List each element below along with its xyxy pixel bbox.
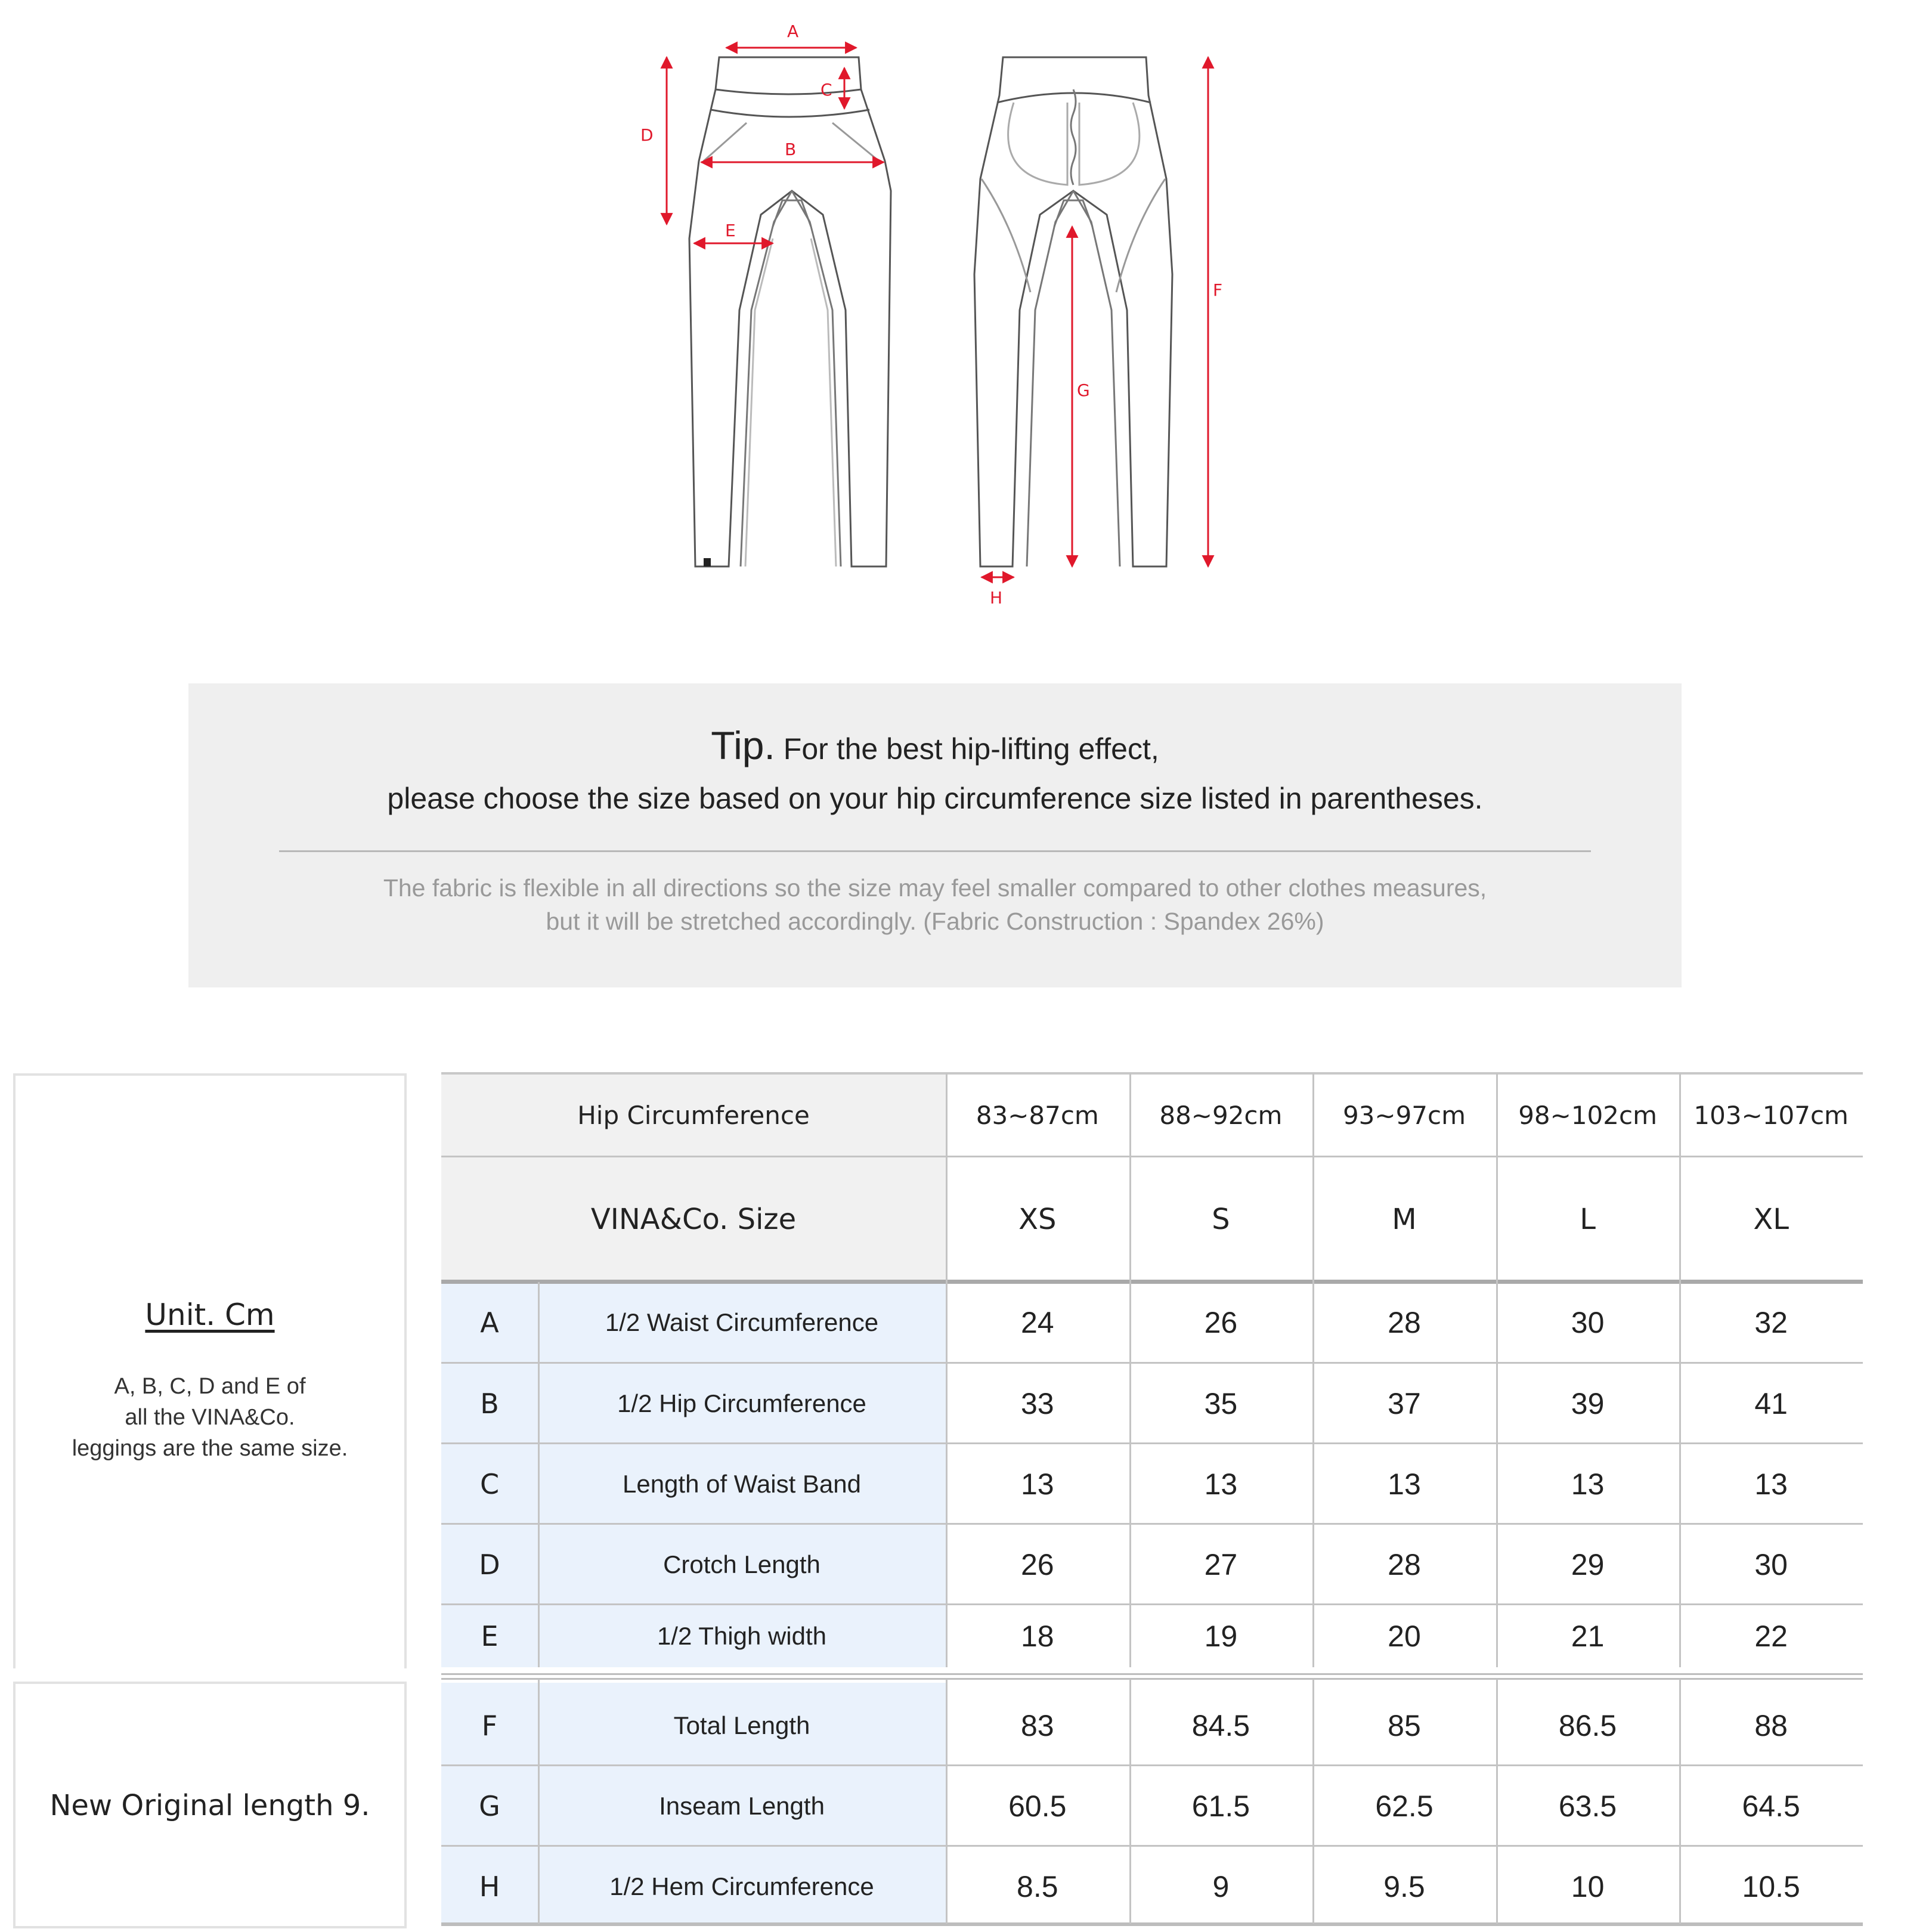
row-a-value-s: 26 [1204,1305,1238,1339]
row-label-f: Total Length [673,1711,810,1739]
hip-range-xs: 83~87cm [976,1100,1099,1130]
tip-note-line2: but it will be stretched accordingly. (Fabric Construction : Spandex 26%) [546,908,1324,935]
tip-line1: For the best hip-lifting effect, [783,732,1159,766]
row-h-value-s: 9 [1212,1869,1230,1903]
row-c-value-m: 13 [1388,1467,1421,1501]
row-h-value-xl: 10.5 [1742,1869,1800,1903]
row-h-value-l: 10 [1571,1869,1605,1903]
hip-circumference-header: Hip Circumference [577,1100,810,1130]
row-e-value-xl: 22 [1754,1619,1788,1653]
hip-range-l: 98~102cm [1518,1100,1657,1130]
hip-range-xl: 103~107cm [1693,1100,1849,1130]
length-panel [13,1682,407,1928]
row-d-value-s: 27 [1204,1547,1238,1581]
row-f-value-m: 85 [1388,1708,1421,1742]
hip-range-m: 93~97cm [1342,1100,1466,1130]
size-m: M [1392,1203,1417,1236]
leggings-measurement-diagram [0,0,1932,632]
row-letter-d: D [479,1548,500,1581]
tip-divider [279,850,1591,852]
row-letter-a: A [480,1306,499,1339]
table-top-rule [441,1072,1863,1075]
unit-title: Unit. Cm [145,1298,275,1332]
row-d-value-xs: 26 [1020,1547,1054,1581]
dim-label-g: G [1077,380,1090,400]
row-d-value-xl: 30 [1754,1547,1788,1581]
row-f-value-s: 84.5 [1191,1708,1250,1742]
row-g-value-xs: 60.5 [1008,1789,1067,1823]
row-b-value-l: 39 [1571,1386,1605,1420]
row-letter-c: C [479,1467,500,1500]
row-c-value-xs: 13 [1020,1467,1054,1501]
tip-title: Tip. [711,723,775,767]
row-label-a: 1/2 Waist Circumference [605,1308,879,1336]
row-letter-e: E [481,1620,499,1652]
row-f-value-xs: 83 [1020,1708,1054,1742]
row-g-value-xl: 64.5 [1742,1789,1800,1823]
front-leggings-drawing [689,57,891,566]
size-l: L [1580,1203,1596,1236]
length-label: New Original length 9. [49,1789,370,1822]
table-bottom-rule [441,1922,1863,1926]
back-leggings-drawing [974,57,1172,566]
row-h-value-m: 9.5 [1383,1869,1425,1903]
row-label-c: Length of Waist Band [622,1469,862,1498]
table-rule-lower-row-1 [441,1845,1863,1847]
row-label-e: 1/2 Thigh width [657,1621,827,1650]
table-vrule-col-4-upper [1679,1073,1681,1667]
table-vrule-col-1-lower [1129,1679,1131,1924]
row-label-b: 1/2 Hip Circumference [617,1389,866,1417]
row-e-value-l: 21 [1571,1619,1605,1653]
table-rule-row-0 [441,1362,1863,1364]
table-rule-block-gap-b [441,1678,1863,1680]
row-c-value-xl: 13 [1754,1467,1788,1501]
row-letter-g: G [479,1789,500,1822]
row-h-value-xs: 8.5 [1017,1869,1058,1903]
table-vrule-col-1-upper [1129,1073,1131,1667]
row-f-value-xl: 88 [1754,1708,1788,1742]
tip-headline [188,723,1682,768]
row-g-value-m: 62.5 [1375,1789,1433,1823]
table-vrule-col-3-upper [1496,1073,1498,1667]
table-rule-hip [441,1156,1863,1157]
tip-note-line1: The fabric is flexible in all directions so the size may feel smaller compared to other clothes measures, [383,874,1487,902]
dim-label-f: F [1213,280,1223,300]
size-header: VINA&Co. Size [590,1203,797,1236]
row-f-value-l: 86.5 [1558,1708,1617,1742]
hip-range-s: 88~92cm [1159,1100,1283,1130]
size-xl: XL [1753,1203,1789,1236]
table-vrule-letter-lower [538,1679,540,1924]
row-g-value-s: 61.5 [1191,1789,1250,1823]
table-rule-block-gap-a [441,1673,1863,1675]
dim-label-h: H [990,588,1003,608]
row-g-value-l: 63.5 [1558,1789,1617,1823]
size-xs: XS [1018,1203,1057,1236]
dim-label-e: E [725,221,736,240]
size-s: S [1212,1203,1230,1236]
table-vrule-col-0-upper [946,1073,948,1667]
table-vrule-col-2-upper [1312,1073,1314,1667]
row-a-value-m: 28 [1388,1305,1421,1339]
row-a-value-xl: 32 [1754,1305,1788,1339]
unit-note-line1: A, B, C, D and E of [114,1374,306,1399]
dim-label-b: B [785,140,797,159]
dim-label-a: A [787,21,799,41]
unit-panel [13,1073,407,1668]
tip-line2: please choose the size based on your hip circumference size listed in parentheses. [387,782,1483,815]
dim-label-d: D [640,125,654,145]
row-b-value-m: 37 [1388,1386,1421,1420]
row-b-value-xs: 33 [1020,1386,1054,1420]
row-label-d: Crotch Length [663,1550,821,1578]
table-vrule-col-4-lower [1679,1679,1681,1924]
row-d-value-l: 29 [1571,1547,1605,1581]
table-vrule-col-2-lower [1312,1679,1314,1924]
row-c-value-s: 13 [1204,1467,1238,1501]
table-vrule-col-3-lower [1496,1679,1498,1924]
dim-label-c: C [821,80,832,100]
row-label-h: 1/2 Hem Circumference [609,1872,874,1900]
table-vrule-letter-upper [538,1282,540,1667]
table-rule-row-3 [441,1603,1863,1605]
tip-box [188,683,1682,987]
row-e-value-m: 20 [1388,1619,1421,1653]
row-letter-h: H [479,1870,500,1903]
table-vrule-col-0-lower [946,1679,948,1924]
unit-note-line3: leggings are the same size. [72,1436,348,1461]
row-a-value-xs: 24 [1020,1305,1054,1339]
unit-note-line2: all the VINA&Co. [125,1405,295,1430]
row-a-value-l: 30 [1571,1305,1605,1339]
row-e-value-xs: 18 [1020,1619,1054,1653]
table-rule-row-2 [441,1523,1863,1525]
row-c-value-l: 13 [1571,1467,1605,1501]
row-d-value-m: 28 [1388,1547,1421,1581]
row-b-value-xl: 41 [1754,1386,1788,1420]
row-letter-b: B [480,1387,499,1420]
row-letter-f: F [481,1709,498,1742]
row-e-value-s: 19 [1204,1619,1238,1653]
table-rule-row-1 [441,1442,1863,1444]
table-rule-lower-row-0 [441,1764,1863,1766]
row-label-g: Inseam Length [659,1791,825,1820]
row-b-value-s: 35 [1204,1386,1238,1420]
table-rule-header-bottom [441,1280,1863,1284]
